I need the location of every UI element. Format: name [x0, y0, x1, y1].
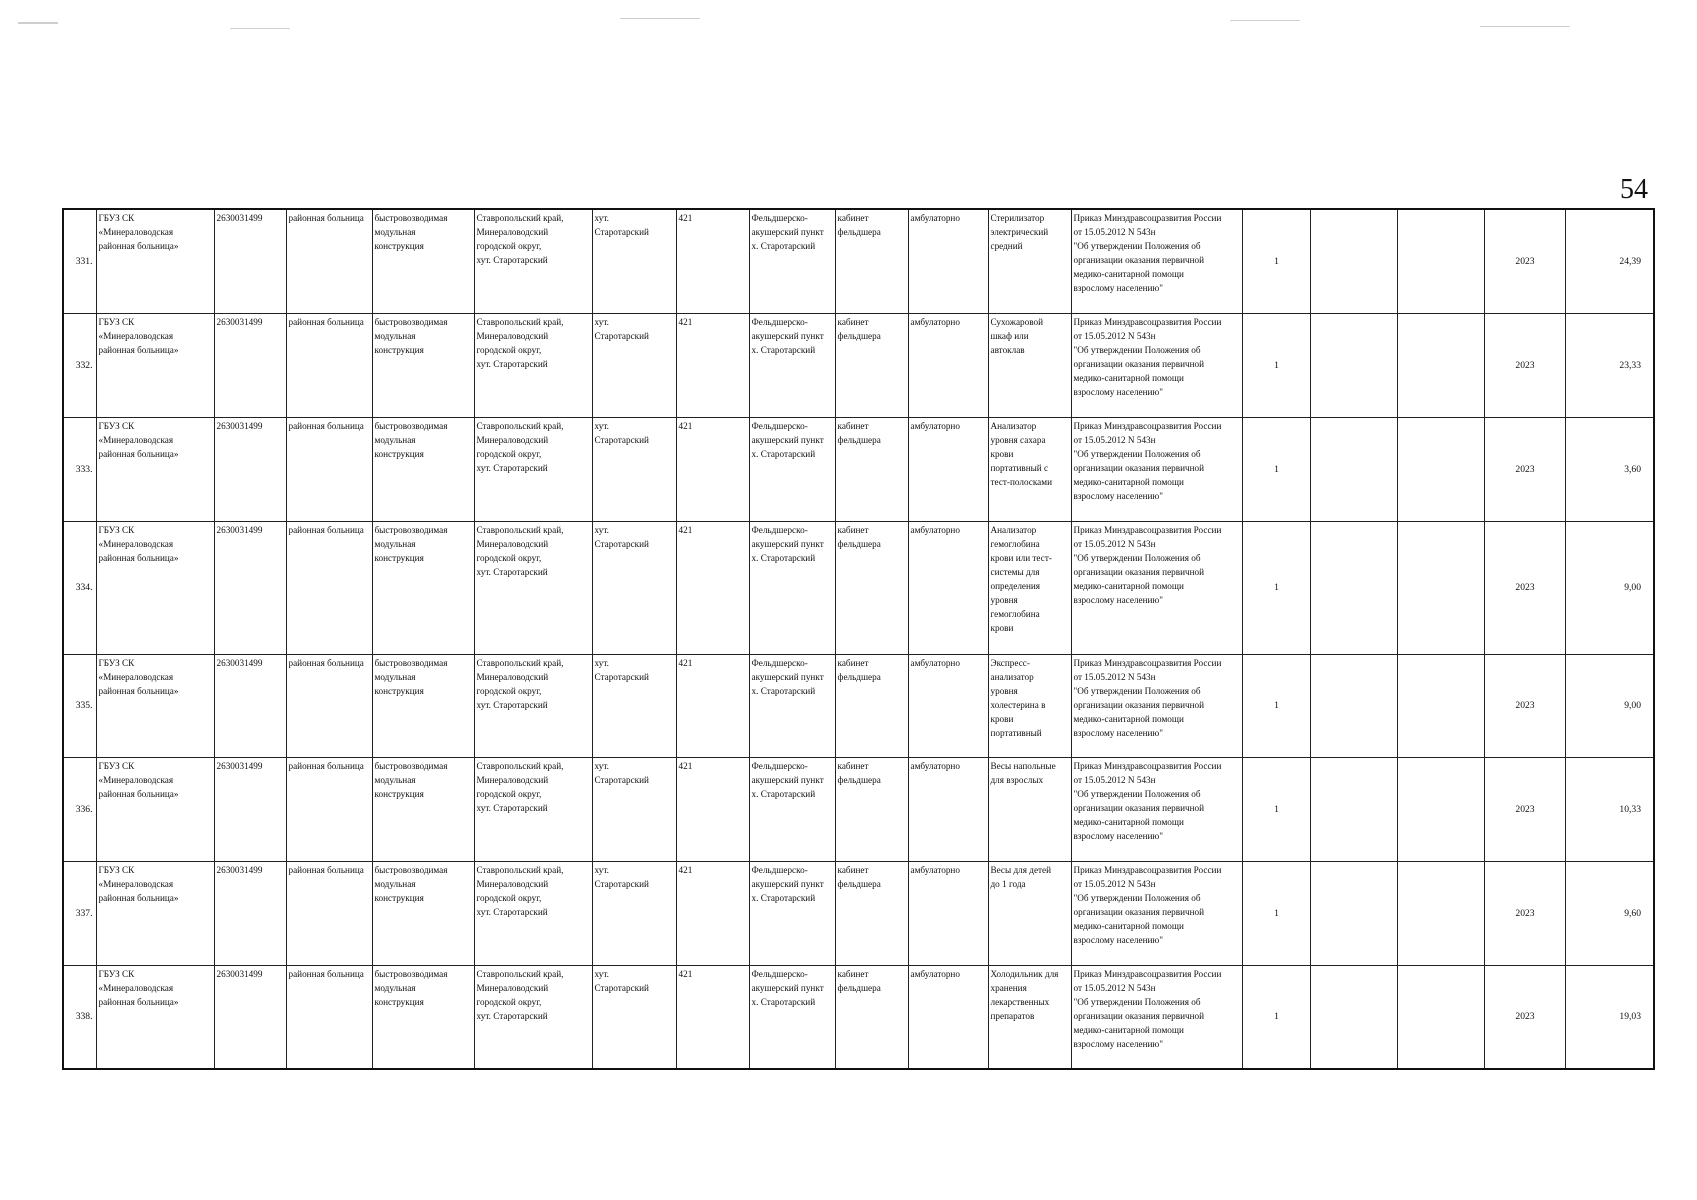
cell-empty-cell: [1397, 313, 1484, 417]
cell-address: Ставропольский край, Минераловодский городской округ, хут. Старотарский: [474, 654, 592, 757]
cell-population: 421: [676, 861, 749, 965]
cell-inn-code: 2630031499: [214, 965, 286, 1069]
cell-row-number: 335.: [63, 654, 96, 757]
cell-equipment-name: Сухожаровой шкаф или автоклав: [988, 313, 1071, 417]
cell-empty-cell: [1397, 417, 1484, 521]
cell-address: Ставропольский край, Минераловодский городской округ, хут. Старотарский: [474, 209, 592, 313]
cell-inn-code: 2630031499: [214, 861, 286, 965]
cell-quantity: 1: [1242, 209, 1310, 313]
cell-care-mode: амбулаторно: [908, 965, 988, 1069]
cell-organization-name: ГБУЗ СК «Минераловодская районная больница»: [96, 313, 214, 417]
cell-empty-cell: [1397, 965, 1484, 1069]
cell-facility-type: районная больница: [286, 313, 372, 417]
cell-address: Ставропольский край, Минераловодский городской округ, хут. Старотарский: [474, 521, 592, 654]
cell-address: Ставропольский край, Минераловодский городской округ, хут. Старотарский: [474, 417, 592, 521]
cell-population: 421: [676, 209, 749, 313]
cell-empty-cell: [1310, 654, 1397, 757]
cell-quantity: 1: [1242, 313, 1310, 417]
cell-construction-type: быстровозводимая модульная конструкция: [372, 209, 474, 313]
cell-medical-unit: Фельдшерско- акушерский пункт х. Старотарский: [749, 965, 835, 1069]
cell-medical-unit: Фельдшерско- акушерский пункт х. Старотарский: [749, 654, 835, 757]
cell-row-number: 336.: [63, 757, 96, 861]
cell-cost: 3,60: [1565, 417, 1654, 521]
cell-row-number: 334.: [63, 521, 96, 654]
cell-inn-code: 2630031499: [214, 757, 286, 861]
scan-noise: [620, 18, 700, 19]
cell-regulation-order: Приказ Минздравсоцразвития России от 15.05.2012 N 543н "Об утверждении Положения об организации оказания первичной медико-санитарной помощи взрослому населению": [1071, 757, 1242, 861]
cell-row-number: 332.: [63, 313, 96, 417]
table-row: [63, 861, 1654, 965]
cell-population: 421: [676, 757, 749, 861]
cell-inn-code: 2630031499: [214, 417, 286, 521]
table-row: [63, 757, 1654, 861]
cell-room: кабинет фельдшера: [835, 209, 908, 313]
cell-organization-name: ГБУЗ СК «Минераловодская районная больница»: [96, 654, 214, 757]
cell-room: кабинет фельдшера: [835, 861, 908, 965]
cell-year: 2023: [1484, 861, 1565, 965]
cell-organization-name: ГБУЗ СК «Минераловодская районная больница»: [96, 757, 214, 861]
cell-empty-cell: [1397, 209, 1484, 313]
cell-settlement: хут. Старотарский: [592, 313, 676, 417]
cell-empty-cell: [1397, 654, 1484, 757]
cell-settlement: хут. Старотарский: [592, 521, 676, 654]
scan-noise: [1230, 20, 1300, 21]
cell-population: 421: [676, 313, 749, 417]
cell-organization-name: ГБУЗ СК «Минераловодская районная больница»: [96, 965, 214, 1069]
cell-row-number: 338.: [63, 965, 96, 1069]
cell-quantity: 1: [1242, 757, 1310, 861]
table-row: [63, 209, 1654, 313]
table-row: [63, 521, 1654, 654]
cell-construction-type: быстровозводимая модульная конструкция: [372, 965, 474, 1069]
cell-room: кабинет фельдшера: [835, 521, 908, 654]
page-number: 54: [1620, 174, 1648, 205]
cell-medical-unit: Фельдшерско- акушерский пункт х. Старотарский: [749, 209, 835, 313]
cell-equipment-name: Анализатор гемоглобина крови или тест- системы для определения уровня гемоглобина крови: [988, 521, 1071, 654]
cell-care-mode: амбулаторно: [908, 521, 988, 654]
cell-empty-cell: [1397, 757, 1484, 861]
cell-construction-type: быстровозводимая модульная конструкция: [372, 417, 474, 521]
cell-quantity: 1: [1242, 654, 1310, 757]
cell-empty-cell: [1310, 861, 1397, 965]
cell-equipment-name: Экспресс- анализатор уровня холестерина в крови портативный: [988, 654, 1071, 757]
cell-cost: 10,33: [1565, 757, 1654, 861]
cell-year: 2023: [1484, 521, 1565, 654]
table-row: [63, 654, 1654, 757]
equipment-register-table: [62, 208, 1655, 1070]
cell-equipment-name: Весы для детей до 1 года: [988, 861, 1071, 965]
cell-regulation-order: Приказ Минздравсоцразвития России от 15.05.2012 N 543н "Об утверждении Положения об организации оказания первичной медико-санитарной помощи взрослому населению": [1071, 861, 1242, 965]
cell-construction-type: быстровозводимая модульная конструкция: [372, 313, 474, 417]
cell-organization-name: ГБУЗ СК «Минераловодская районная больница»: [96, 417, 214, 521]
cell-address: Ставропольский край, Минераловодский городской округ, хут. Старотарский: [474, 861, 592, 965]
cell-room: кабинет фельдшера: [835, 654, 908, 757]
cell-regulation-order: Приказ Минздравсоцразвития России от 15.05.2012 N 543н "Об утверждении Положения об организации оказания первичной медико-санитарной помощи взрослому населению": [1071, 965, 1242, 1069]
table-row: [63, 965, 1654, 1069]
table-body: [63, 209, 1654, 1069]
cell-construction-type: быстровозводимая модульная конструкция: [372, 654, 474, 757]
cell-equipment-name: Весы напольные для взрослых: [988, 757, 1071, 861]
cell-cost: 23,33: [1565, 313, 1654, 417]
cell-medical-unit: Фельдшерско- акушерский пункт х. Старотарский: [749, 313, 835, 417]
cell-medical-unit: Фельдшерско- акушерский пункт х. Старотарский: [749, 757, 835, 861]
cell-equipment-name: Холодильник для хранения лекарственных препаратов: [988, 965, 1071, 1069]
cell-cost: 9,00: [1565, 654, 1654, 757]
cell-equipment-name: Анализатор уровня сахара крови портативный с тест-полосками: [988, 417, 1071, 521]
cell-settlement: хут. Старотарский: [592, 209, 676, 313]
cell-year: 2023: [1484, 965, 1565, 1069]
cell-regulation-order: Приказ Минздравсоцразвития России от 15.05.2012 N 543н "Об утверждении Положения об организации оказания первичной медико-санитарной помощи взрослому населению": [1071, 417, 1242, 521]
cell-quantity: 1: [1242, 965, 1310, 1069]
cell-row-number: 331.: [63, 209, 96, 313]
cell-inn-code: 2630031499: [214, 209, 286, 313]
cell-population: 421: [676, 965, 749, 1069]
cell-quantity: 1: [1242, 521, 1310, 654]
cell-care-mode: амбулаторно: [908, 417, 988, 521]
cell-settlement: хут. Старотарский: [592, 654, 676, 757]
cell-facility-type: районная больница: [286, 861, 372, 965]
cell-facility-type: районная больница: [286, 757, 372, 861]
cell-facility-type: районная больница: [286, 654, 372, 757]
cell-room: кабинет фельдшера: [835, 965, 908, 1069]
cell-quantity: 1: [1242, 861, 1310, 965]
cell-population: 421: [676, 654, 749, 757]
cell-empty-cell: [1310, 417, 1397, 521]
cell-inn-code: 2630031499: [214, 521, 286, 654]
cell-year: 2023: [1484, 654, 1565, 757]
cell-population: 421: [676, 521, 749, 654]
cell-organization-name: ГБУЗ СК «Минераловодская районная больница»: [96, 861, 214, 965]
cell-facility-type: районная больница: [286, 417, 372, 521]
cell-address: Ставропольский край, Минераловодский городской округ, хут. Старотарский: [474, 757, 592, 861]
cell-regulation-order: Приказ Минздравсоцразвития России от 15.05.2012 N 543н "Об утверждении Положения об организации оказания первичной медико-санитарной помощи взрослому населению": [1071, 654, 1242, 757]
cell-cost: 9,00: [1565, 521, 1654, 654]
cell-year: 2023: [1484, 209, 1565, 313]
cell-room: кабинет фельдшера: [835, 757, 908, 861]
cell-cost: 24,39: [1565, 209, 1654, 313]
cell-settlement: хут. Старотарский: [592, 861, 676, 965]
cell-organization-name: ГБУЗ СК «Минераловодская районная больница»: [96, 521, 214, 654]
cell-year: 2023: [1484, 313, 1565, 417]
cell-organization-name: ГБУЗ СК «Минераловодская районная больница»: [96, 209, 214, 313]
cell-care-mode: амбулаторно: [908, 209, 988, 313]
cell-care-mode: амбулаторно: [908, 861, 988, 965]
cell-year: 2023: [1484, 757, 1565, 861]
cell-empty-cell: [1310, 313, 1397, 417]
cell-construction-type: быстровозводимая модульная конструкция: [372, 521, 474, 654]
cell-regulation-order: Приказ Минздравсоцразвития России от 15.05.2012 N 543н "Об утверждении Положения об организации оказания первичной медико-санитарной помощи взрослому населению": [1071, 313, 1242, 417]
cell-empty-cell: [1397, 861, 1484, 965]
cell-row-number: 333.: [63, 417, 96, 521]
cell-medical-unit: Фельдшерско- акушерский пункт х. Старотарский: [749, 417, 835, 521]
cell-care-mode: амбулаторно: [908, 313, 988, 417]
cell-empty-cell: [1397, 521, 1484, 654]
cell-year: 2023: [1484, 417, 1565, 521]
cell-inn-code: 2630031499: [214, 654, 286, 757]
cell-cost: 19,03: [1565, 965, 1654, 1069]
cell-settlement: хут. Старотарский: [592, 757, 676, 861]
scan-noise: [18, 22, 58, 24]
cell-medical-unit: Фельдшерско- акушерский пункт х. Старотарский: [749, 521, 835, 654]
cell-facility-type: районная больница: [286, 209, 372, 313]
cell-construction-type: быстровозводимая модульная конструкция: [372, 861, 474, 965]
cell-empty-cell: [1310, 965, 1397, 1069]
scan-noise: [230, 28, 290, 29]
cell-room: кабинет фельдшера: [835, 417, 908, 521]
cell-care-mode: амбулаторно: [908, 757, 988, 861]
cell-facility-type: районная больница: [286, 965, 372, 1069]
cell-inn-code: 2630031499: [214, 313, 286, 417]
cell-regulation-order: Приказ Минздравсоцразвития России от 15.05.2012 N 543н "Об утверждении Положения об организации оказания первичной медико-санитарной помощи взрослому населению": [1071, 521, 1242, 654]
cell-empty-cell: [1310, 209, 1397, 313]
cell-quantity: 1: [1242, 417, 1310, 521]
cell-population: 421: [676, 417, 749, 521]
cell-cost: 9,60: [1565, 861, 1654, 965]
cell-empty-cell: [1310, 757, 1397, 861]
cell-address: Ставропольский край, Минераловодский городской округ, хут. Старотарский: [474, 965, 592, 1069]
cell-settlement: хут. Старотарский: [592, 417, 676, 521]
table-row: [63, 313, 1654, 417]
table-row: [63, 417, 1654, 521]
cell-row-number: 337.: [63, 861, 96, 965]
cell-equipment-name: Стерилизатор электрический средний: [988, 209, 1071, 313]
cell-facility-type: районная больница: [286, 521, 372, 654]
cell-settlement: хут. Старотарский: [592, 965, 676, 1069]
cell-room: кабинет фельдшера: [835, 313, 908, 417]
cell-empty-cell: [1310, 521, 1397, 654]
cell-regulation-order: Приказ Минздравсоцразвития России от 15.05.2012 N 543н "Об утверждении Положения об организации оказания первичной медико-санитарной помощи взрослому населению": [1071, 209, 1242, 313]
cell-medical-unit: Фельдшерско- акушерский пункт х. Старотарский: [749, 861, 835, 965]
cell-construction-type: быстровозводимая модульная конструкция: [372, 757, 474, 861]
cell-address: Ставропольский край, Минераловодский городской округ, хут. Старотарский: [474, 313, 592, 417]
scan-noise: [1480, 26, 1570, 27]
cell-care-mode: амбулаторно: [908, 654, 988, 757]
